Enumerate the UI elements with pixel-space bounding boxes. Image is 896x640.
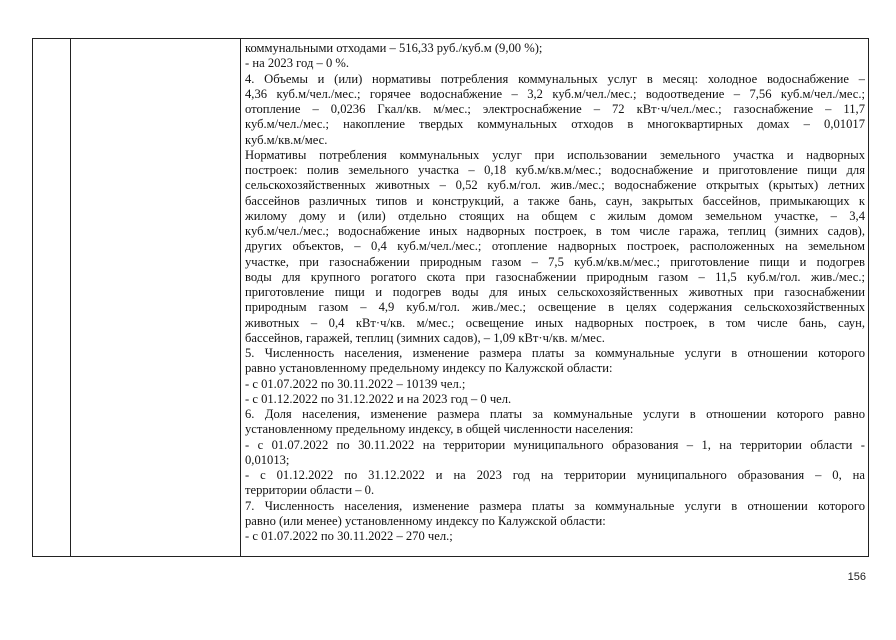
page-number: 156 [847, 571, 866, 583]
text-line: куб.м/чел./мес.; накопление твердых коммунальных отходов в многоквартирных домах – 0,01017 [245, 117, 865, 132]
text-line: 0,01013; [245, 452, 290, 467]
text-line: равно (или менее) установленному индексу по Калужской области: [245, 513, 606, 528]
text-line: - на 2023 год – 0 %. [245, 56, 350, 71]
text-line: - с 01.07.2022 по 30.11.2022 – 270 чел.; [245, 529, 453, 543]
text-line: 4. Объемы и (или) нормативы потребления коммунальных услуг в месяц: холодное водоснабжение – [245, 71, 865, 86]
text-line: 7. Численность населения, изменение размера платы за коммунальные услуги в отношении которого [245, 498, 865, 513]
text-line: сельскохозяйственных животных – 0,52 куб.м/гол. жив./мес.; водоснабжение открытых (крытых) летних [245, 178, 865, 193]
text-line: коммунальными отходами – 516,33 руб./куб.м (9,00 %); [245, 41, 543, 55]
text-line: воды для крупного рогатого скота при газоснабжении природным газом – 11,5 куб.м/гол. жив./мес.; [245, 269, 865, 284]
text-line: - с 01.12.2022 по 31.12.2022 и на 2023 год на территории муниципального образования – 0, на [245, 468, 865, 482]
text-line: жилому дому и (или) отдельно стоящих на общем с жилым домом земельном участке, – 3,4 [245, 208, 865, 223]
text-line: бассейнов различных типов и конструкций, а также бань, саун, закрытых бассейнов, примыкающих к [245, 193, 865, 208]
text-line: - с 01.07.2022 по 30.11.2022 – 10139 чел.; [245, 376, 466, 391]
text-line: куб.м/кв.м/мес. [245, 132, 328, 147]
text-line: равно установленному предельному индексу по Калужской области: [245, 361, 613, 376]
text-line: установленному предельному индексу, в общей численности населения: [245, 422, 634, 437]
text-line: территории области – 0. [245, 483, 375, 498]
document-table [32, 38, 869, 557]
table-text-cell [245, 41, 865, 544]
text-line: бассейнов, гаражей, теплиц (зимних садов), – 1,09 кВт·ч/кв. м/мес. [245, 330, 605, 345]
text-line: 5. Численность населения, изменение размера платы за коммунальные услуги в отношении которого [245, 346, 865, 360]
text-line: других объектов, – 0,4 куб.м/чел./мес.; отопление надворных построек, расположенных на земельном [245, 239, 865, 254]
text-line: 6. Доля населения, изменение размера платы за коммунальные услуги в отношении которого равно [245, 407, 865, 421]
text-line: отопление – 0,0236 Гкал/кв. м/мес.; электроснабжение – 72 кВт·ч/чел./мес.; газоснабжение – 11,7 [245, 102, 865, 116]
text-line: животных – 0,4 кВт·ч/кв. м/мес.; освещение иных надворных построек, в том числе бань, саун, [245, 315, 865, 330]
text-line: 4,36 куб.м/чел./мес.; горячее водоснабжение – 3,2 куб.м/чел./мес.; водоотведение – 7,56 куб.м/чел./мес.; [245, 86, 865, 101]
text-line: Нормативы потребления коммунальных услуг при использовании земельного участка и надворных [245, 147, 865, 162]
text-line: природным газом – 4,9 куб.м/гол. жив./мес.; освещение в целях содержания сельскохозяйственных [245, 300, 865, 315]
text-line: - с 01.07.2022 по 30.11.2022 на территории муниципального образования – 1, на территории области - [245, 437, 865, 452]
text-line: построек: полив земельного участка – 0,18 куб.м/кв.м/мес.; водоснабжение и приготовление пищи для [245, 163, 865, 177]
text-line: - с 01.12.2022 по 31.12.2022 и на 2023 год – 0 чел. [245, 391, 512, 406]
column-divider-1 [70, 39, 71, 556]
column-divider-2 [240, 39, 241, 556]
text-line: куб.м/чел./мес.; водоснабжение иных надворных построек, в том числе гаража, теплиц (зимних садов), [245, 224, 865, 238]
text-line: приготовление пищи и подогрев воды для иных сельскохозяйственных животных при газоснабжении [245, 285, 865, 299]
text-line: участке, при газоснабжении природным газом – 7,5 куб.м/кв.м/мес.; приготовление пищи и подогрев [245, 254, 865, 269]
